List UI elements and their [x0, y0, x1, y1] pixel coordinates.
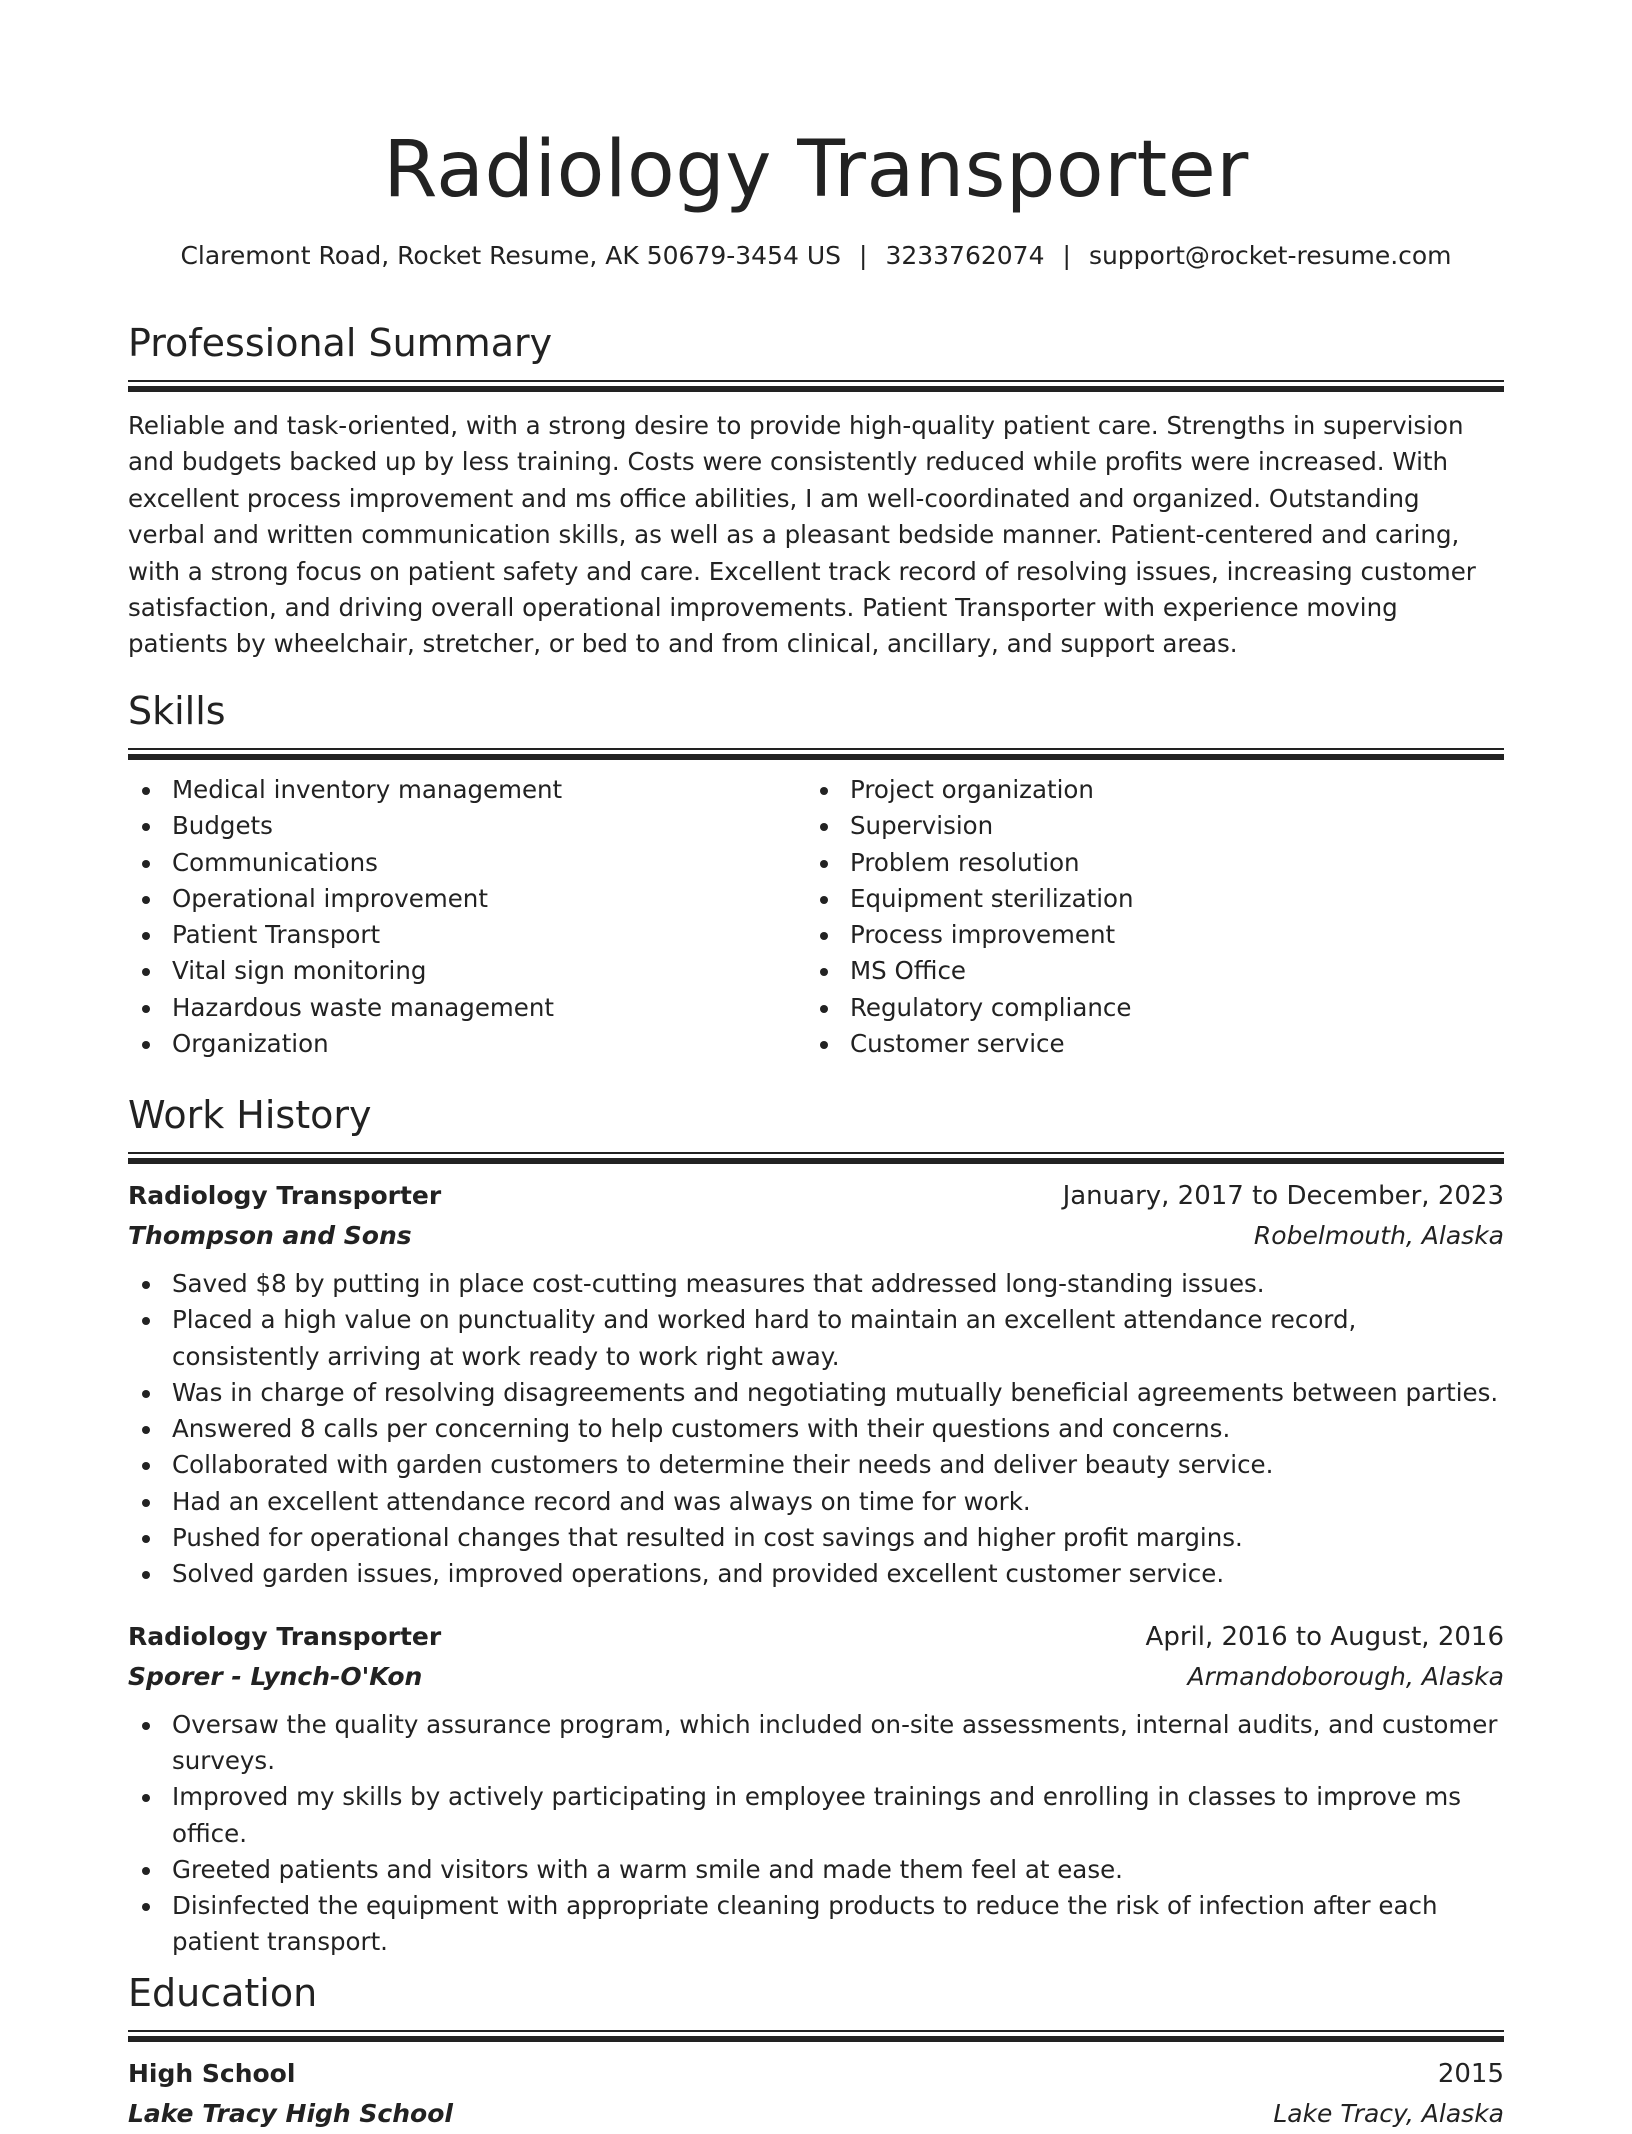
candidate-name: Radiology Transporter	[383, 125, 1249, 215]
job-dates: April, 2016 to August, 2016	[1145, 1621, 1504, 1652]
job-bullet: Answered 8 calls per concerning to help customers with their questions and concerns.	[128, 1411, 1504, 1447]
job-company-row	[128, 1657, 1504, 1697]
skill-item: Process improvement	[806, 917, 1484, 953]
skills-heading: Skills	[128, 689, 226, 733]
job-header-row	[128, 1176, 1504, 1216]
work-history-section	[128, 1090, 1504, 1961]
summary-section	[128, 318, 1504, 663]
education-school-row	[128, 2094, 1504, 2134]
skill-item: Supervision	[806, 808, 1484, 844]
job-bullet: Had an excellent attendance record and was always on time for work.	[128, 1484, 1504, 1520]
skill-item: Patient Transport	[128, 917, 806, 953]
job-location: Armandoborough, Alaska	[1187, 1661, 1504, 1691]
job-location: Robelmouth, Alaska	[1253, 1221, 1504, 1250]
skill-item: Communications	[128, 845, 806, 881]
skill-item: Budgets	[128, 808, 806, 844]
job-header-row	[128, 1617, 1504, 1657]
education-year: 2015	[1437, 2059, 1504, 2089]
education-section	[128, 1968, 1504, 2134]
skill-item: Customer service	[806, 1026, 1484, 1062]
job-bullet: Pushed for operational changes that resulted in cost savings and higher profit margins.	[128, 1520, 1504, 1556]
education-location: Lake Tracy, Alaska	[1273, 2099, 1504, 2128]
contact-address: Claremont Road, Rocket Resume, AK 50679-3454 US	[180, 241, 841, 270]
job-bullet: Disinfected the equipment with appropriate cleaning products to reduce the risk of infection after each patient transport.	[128, 1888, 1504, 1961]
job-title: Radiology Transporter	[128, 1181, 442, 1210]
skill-item: Hazardous waste management	[128, 990, 806, 1026]
contact-email: support@rocket-resume.com	[1088, 241, 1452, 270]
section-divider	[128, 748, 1504, 760]
skill-item: Organization	[128, 1026, 806, 1062]
job-dates: January, 2017 to December, 2023	[1062, 1181, 1504, 1211]
job-entry	[128, 1176, 1504, 1593]
contact-phone: 3233762074	[885, 241, 1045, 270]
job-company-row	[128, 1216, 1504, 1256]
job-bullet: Oversaw the quality assurance program, which included on-site assessments, internal audits, and customer surveys.	[128, 1707, 1504, 1780]
skill-item: Vital sign monitoring	[128, 953, 806, 989]
job-bullet: Saved $8 by putting in place cost-cutting measures that addressed long-standing issues.	[128, 1266, 1504, 1302]
section-divider	[128, 1152, 1504, 1164]
skills-section	[128, 686, 1504, 1062]
job-company: Sporer - Lynch-O'Kon	[128, 1661, 423, 1691]
skills-list-left	[128, 772, 806, 1062]
job-bullets	[128, 1266, 1504, 1593]
skill-item: MS Office	[806, 953, 1484, 989]
job-bullet: Solved garden issues, improved operations, and provided excellent customer service.	[128, 1556, 1504, 1592]
education-degree: High School	[128, 2059, 296, 2088]
job-company: Thompson and Sons	[128, 1221, 412, 1250]
skill-item: Project organization	[806, 772, 1484, 808]
job-bullet: Collaborated with garden customers to determine their needs and deliver beauty service.	[128, 1447, 1504, 1483]
job-bullets	[128, 1707, 1504, 1961]
education-header-row	[128, 2054, 1504, 2094]
job-bullet: Placed a high value on punctuality and worked hard to maintain an excellent attendance record, consistently arriving at work ready to work right away.	[128, 1302, 1504, 1375]
skill-item: Medical inventory management	[128, 772, 806, 808]
contact-line	[128, 238, 1504, 274]
contact-separator: |	[1062, 241, 1071, 270]
skills-list-right	[806, 772, 1484, 1062]
education-entry	[128, 2054, 1504, 2134]
summary-heading: Professional Summary	[128, 321, 553, 365]
skill-item: Operational improvement	[128, 881, 806, 917]
job-bullet: Was in charge of resolving disagreements and negotiating mutually beneficial agreements between parties.	[128, 1375, 1504, 1411]
skill-item: Regulatory compliance	[806, 990, 1484, 1026]
contact-separator: |	[859, 241, 868, 270]
job-bullet: Greeted patients and visitors with a warm smile and made them feel at ease.	[128, 1852, 1504, 1888]
work-history-heading: Work History	[128, 1093, 372, 1137]
section-divider	[128, 2030, 1504, 2042]
education-school: Lake Tracy High School	[128, 2099, 453, 2128]
education-heading: Education	[128, 1971, 318, 2015]
skills-columns	[128, 772, 1504, 1062]
job-entry	[128, 1617, 1504, 1961]
section-divider	[128, 380, 1504, 392]
job-title: Radiology Transporter	[128, 1621, 442, 1651]
job-bullet: Improved my skills by actively participating in employee trainings and enrolling in classes to improve ms office.	[128, 1779, 1504, 1852]
summary-text: Reliable and task-oriented, with a strong desire to provide high-quality patient care. Strengths in supervision and budgets backed up by less training. Costs were consistently reduced while profits were increased. With excellent process improvement and ms office abilities, I am well-coordinated and organized. Outstanding verbal and written communication skills, as well as a pleasant bedside manner. Patient-centered and caring, with a strong focus on patient safety and care. Excellent track record of resolving issues, increasing customer satisfaction, and driving overall operational improvements. Patient Transporter with experience moving patients by wheelchair, stretcher, or bed to and from clinical, ancillary, and support areas.	[128, 411, 1476, 659]
skill-item: Problem resolution	[806, 845, 1484, 881]
skill-item: Equipment sterilization	[806, 881, 1484, 917]
